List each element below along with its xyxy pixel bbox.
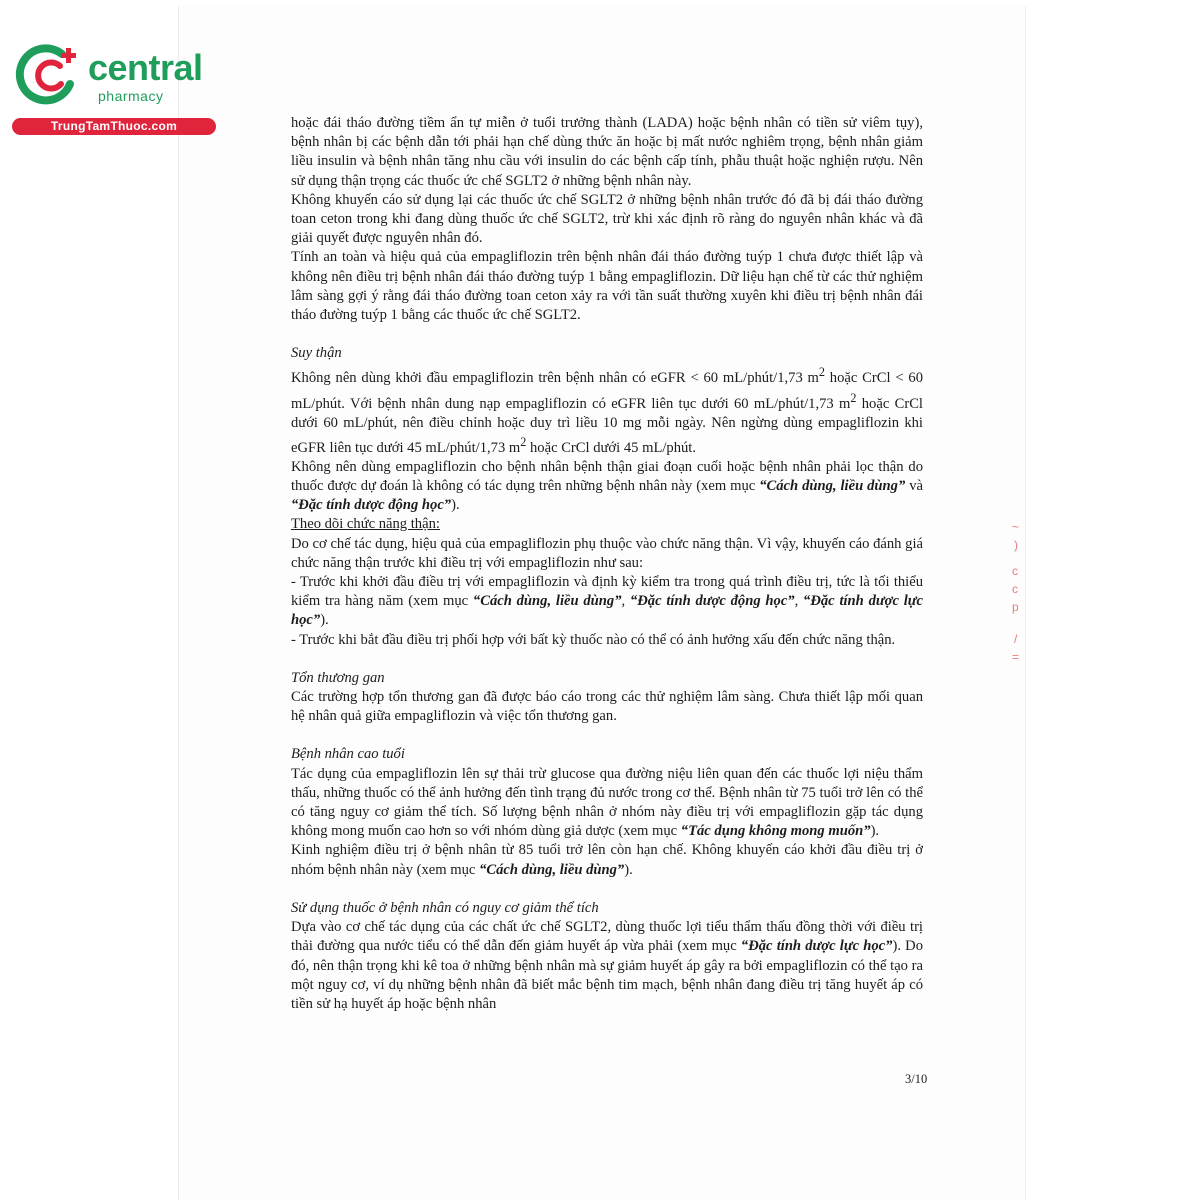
paragraph: Không nên dùng khởi đầu empagliflozin trên bệnh nhân có eGFR < 60 mL/phút/1,73 $m^2$ hoặc CrCl < 60 mL/phút. Với bệnh nhân dung nạp empagliflozin có eGFR liên tục dưới 60 mL/phút/1,73 $m^2$ hoặc CrCl dưới 60 mL/phút, nên điều chỉnh hoặc duy trì liều 10 mg mỗi ngày. Nên ngừng dùng empagliflozin khi eGFR liên tục dưới 45 mL/phút/1,73 $m^2$ hoặc CrCl dưới 45 mL/phút. [291,365,923,456]
paragraph: Kinh nghiệm điều trị ở bệnh nhân từ 85 tuổi trở lên còn hạn chế. Không khuyến cáo khởi đầu điều trị ở nhóm bệnh nhân này (xem mục “Cách dùng, liều dùng”). [291,842,923,878]
subheading-renal-monitoring: Theo dõi chức năng thận: [291,516,440,533]
paragraph: Các trường hợp tổn thương gan đã được báo cáo trong các thử nghiệm lâm sàng. Chưa thiết lập mối quan hệ nhân quả giữa empagliflozin và việc tổn thương gan. [291,689,923,725]
section-reference: “Cách dùng, liều dùng” [472,593,622,610]
paragraph: Tính an toàn và hiệu quả của empagliflozin trên bệnh nhân đái tháo đường tuýp 1 chưa được thiết lập và không nên điều trị bệnh nhân đái tháo đường tuýp 1 bằng empagliflozin. Dữ liệu hạn chế từ các thử nghiệm lâm sàng gợi ý rằng đái tháo đường toan ceton xảy ra với tần suất thường xuyên khi điều trị bệnh nhân đái tháo đường tuýp 1 bằng các thuốc ức chế SGLT2. [291,249,923,324]
paragraph: Do cơ chế tác dụng, hiệu quả của empagliflozin phụ thuộc vào chức năng thận. Vì vậy, khuyến cáo đánh giá chức năng thận trước khi điều trị với empagliflozin như sau: [291,535,923,571]
central-pharmacy-logo[interactable] [8,36,218,136]
section-reference: “Đặc tính dược lực học” [291,593,923,629]
section-heading-volume-depletion: Sử dụng thuốc ở bệnh nhân có nguy cơ giảm thể tích [291,899,599,916]
section-reference: “Cách dùng, liều dùng” [479,861,625,878]
list-item: - Trước khi khởi đầu điều trị với empagliflozin và định kỳ kiểm tra trong quá trình điều trị, tức là tối thiểu kiểm tra hàng năm (xem mục “Cách dùng, liều dùng”, “Đặc tính dược động học”, “Đặc tính dược lực học”). [291,574,923,629]
section-reference: “Cách dùng, liều dùng” [759,478,906,495]
red-stamp-mark: ~ ) c c p / = [1012,520,1020,664]
section-reference: “Tác dụng không mong muốn” [680,823,871,840]
section-reference: “Đặc tính dược lực học” [740,938,893,955]
document-body [291,114,923,1014]
section-heading-elderly: Bệnh nhân cao tuổi [291,746,405,763]
paragraph: Tác dụng của empagliflozin lên sự thải trừ glucose qua đường niệu liên quan đến các thuốc lợi niệu thẩm thấu, những thuốc có thể ảnh hưởng đến tình trạng đủ nước trong cơ thể. Bệnh nhân từ 75 tuổi trở lên có thể có tăng nguy cơ giảm thể tích. Số lượng bệnh nhân ở nhóm này điều trị với empagliflozin gặp tác dụng không mong muốn cao hơn so với nhóm dùng giả dược (xem mục “Tác dụng không mong muốn”). [291,765,923,840]
logo-website: TrungTamThuoc.com [12,118,216,135]
paragraph: Không nên dùng empagliflozin cho bệnh nhân bệnh thận giai đoạn cuối hoặc bệnh nhân phải lọc thận do thuốc được dự đoán là không có tác dụng trên những bệnh nhân này (xem mục “Cách dùng, liều dùng” và “Đặc tính dược động học”). [291,458,923,514]
pharmacy-logo-icon [12,40,84,112]
list-item: - Trước khi bắt đầu điều trị phối hợp với bất kỳ thuốc nào có thể có ảnh hưởng xấu đến chức năng thận. [291,631,896,648]
section-reference: “Đặc tính dược động học” [291,497,452,514]
paragraph: Không khuyến cáo sử dụng lại các thuốc ức chế SGLT2 ở những bệnh nhân trước đó đã bị đái tháo đường toan ceton trong khi đang dùng thuốc ức chế SGLT2, trừ khi xác định rõ ràng do nguyên nhân khác và đã giải quyết được nguyên nhân đó. [291,191,923,247]
section-heading-renal: Suy thận [291,345,342,362]
section-reference: “Đặc tính dược động học” [629,593,795,610]
page-number: 3/10 [905,1072,928,1086]
section-heading-liver: Tổn thương gan [291,669,385,686]
logo-subtitle: pharmacy [98,88,164,104]
paragraph: hoặc đái tháo đường tiềm ẩn tự miễn ở tuổi trưởng thành (LADA) hoặc bệnh nhân có tiền sử viêm tụy), bệnh nhân bị các bệnh dẫn tới phải hạn chế dùng thức ăn hoặc bị mất nước nghiêm trọng, bệnh nhân giảm liều insulin và bệnh nhân tăng nhu cầu với insulin do các bệnh cấp tính, phẫu thuật hoặc nghiện rượu. Nên sử dụng thận trọng các thuốc ức chế SGLT2 ở những bệnh nhân này. [291,115,923,189]
logo-brand-name: central [88,47,203,88]
paragraph: Dựa vào cơ chế tác dụng của các chất ức chế SGLT2, dùng thuốc lợi tiểu thẩm thấu đồng thời với điều trị thải đường qua nước tiểu có thể dẫn đến giảm huyết áp vừa phải (xem mục “Đặc tính dược lực học”). Do đó, nên thận trọng khi kê toa ở những bệnh nhân mà sự giảm huyết áp gây ra bởi empagliflozin có thể tạo ra một nguy cơ, ví dụ những bệnh nhân đã biết mắc bệnh tim mạch, bệnh nhân đang điều trị tăng huyết áp có tiền sử hạ huyết áp hoặc bệnh nhân [291,919,923,1012]
